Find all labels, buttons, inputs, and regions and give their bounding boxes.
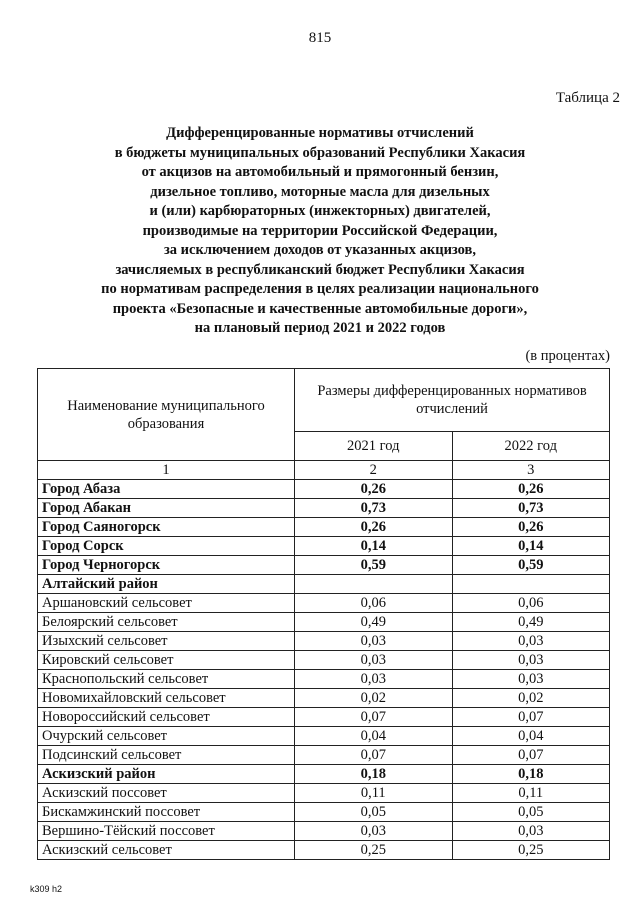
value-2021: 0,25 — [295, 841, 453, 860]
value-2021: 0,18 — [295, 765, 453, 784]
value-2021: 0,05 — [295, 803, 453, 822]
value-2022: 0,11 — [452, 784, 610, 803]
row-name: Аскизский сельсовет — [38, 841, 295, 860]
table-row — [38, 708, 610, 727]
norms-table — [37, 368, 610, 860]
table-row — [38, 822, 610, 841]
value-2022: 0,49 — [452, 613, 610, 632]
table-row — [38, 575, 610, 594]
value-2021: 0,14 — [295, 537, 453, 556]
table-row — [38, 784, 610, 803]
value-2022: 0,14 — [452, 537, 610, 556]
table-row — [38, 746, 610, 765]
row-name: Бискамжинский поссовет — [38, 803, 295, 822]
row-name: Вершино-Тёйский поссовет — [38, 822, 295, 841]
value-2022: 0,73 — [452, 499, 610, 518]
value-2022 — [452, 575, 610, 594]
header-name: Наименование муниципального образования — [38, 369, 295, 461]
value-2022: 0,05 — [452, 803, 610, 822]
header-sizes: Размеры дифференцированных нормативов отчислений — [295, 369, 610, 432]
value-2021: 0,26 — [295, 518, 453, 537]
title-line: Дифференцированные нормативы отчислений — [166, 125, 474, 141]
value-2021: 0,07 — [295, 746, 453, 765]
units-note: (в процентах) — [525, 348, 610, 364]
table-row — [38, 499, 610, 518]
row-name: Город Абакан — [38, 499, 295, 518]
column-number: 3 — [452, 461, 610, 480]
value-2022: 0,26 — [452, 480, 610, 499]
row-name: Кировский сельсовет — [38, 651, 295, 670]
title-line: производимые на территории Российской Федерации, — [142, 222, 498, 239]
value-2022: 0,03 — [452, 632, 610, 651]
table-row — [38, 632, 610, 651]
value-2022: 0,03 — [452, 670, 610, 689]
title-line: проекта «Безопасные и качественные автомобильные дороги», — [112, 300, 528, 317]
table-row — [38, 480, 610, 499]
value-2022: 0,03 — [452, 651, 610, 670]
row-name: Город Черногорск — [38, 556, 295, 575]
value-2021: 0,26 — [295, 480, 453, 499]
row-name: Очурский сельсовет — [38, 727, 295, 746]
value-2022: 0,18 — [452, 765, 610, 784]
value-2022: 0,04 — [452, 727, 610, 746]
value-2021: 0,02 — [295, 689, 453, 708]
value-2021: 0,11 — [295, 784, 453, 803]
value-2021: 0,07 — [295, 708, 453, 727]
row-name: Город Сорск — [38, 537, 295, 556]
header-year-2021: 2021 год — [295, 432, 453, 461]
table-row — [38, 727, 610, 746]
value-2021: 0,73 — [295, 499, 453, 518]
table-row — [38, 651, 610, 670]
title-line: по нормативам распределения в целях реализации национального — [101, 281, 539, 297]
value-2021: 0,06 — [295, 594, 453, 613]
value-2022: 0,07 — [452, 708, 610, 727]
table-row — [38, 537, 610, 556]
column-number: 2 — [295, 461, 453, 480]
table-row — [38, 556, 610, 575]
document-title — [40, 124, 600, 339]
value-2022: 0,25 — [452, 841, 610, 860]
value-2022: 0,03 — [452, 822, 610, 841]
table-label: Таблица 2 — [555, 90, 620, 106]
table-row — [38, 689, 610, 708]
title-line: от акцизов на автомобильный и прямогонный бензин, — [141, 164, 499, 180]
row-name: Краснопольский сельсовет — [38, 670, 295, 689]
table-row — [38, 594, 610, 613]
row-name: Аскизский район — [38, 765, 295, 784]
title-line: и (или) карбюраторных (инжекторных) двигателей, — [149, 203, 491, 219]
title-line: зачисляемых в республиканский бюджет Республики Хакасия — [115, 261, 525, 278]
table-row — [38, 841, 610, 860]
value-2021: 0,03 — [295, 822, 453, 841]
title-line: на плановый период 2021 и 2022 годов — [194, 320, 446, 336]
value-2022: 0,26 — [452, 518, 610, 537]
row-name: Изыхский сельсовет — [38, 632, 295, 651]
value-2021: 0,49 — [295, 613, 453, 632]
row-name: Подсинский сельсовет — [38, 746, 295, 765]
value-2021: 0,03 — [295, 632, 453, 651]
value-2022: 0,02 — [452, 689, 610, 708]
value-2021: 0,03 — [295, 651, 453, 670]
row-name: Аскизский поссовет — [38, 784, 295, 803]
value-2021: 0,59 — [295, 556, 453, 575]
row-name: Город Абаза — [38, 480, 295, 499]
table-row — [38, 518, 610, 537]
value-2021: 0,04 — [295, 727, 453, 746]
row-name: Аршановский сельсовет — [38, 594, 295, 613]
header-year-2022: 2022 год — [452, 432, 610, 461]
value-2021: 0,03 — [295, 670, 453, 689]
row-name: Алтайский район — [38, 575, 295, 594]
value-2022: 0,06 — [452, 594, 610, 613]
value-2022: 0,59 — [452, 556, 610, 575]
title-line: в бюджеты муниципальных образований Республики Хакасия — [114, 144, 526, 161]
row-name: Новороссийский сельсовет — [38, 708, 295, 727]
value-2022: 0,07 — [452, 746, 610, 765]
footer-code: k309 h2 — [30, 884, 63, 894]
page-number: 815 — [308, 30, 332, 46]
value-2021 — [295, 575, 453, 594]
table-row — [38, 803, 610, 822]
row-name: Белоярский сельсовет — [38, 613, 295, 632]
column-number: 1 — [38, 461, 295, 480]
table-row — [38, 765, 610, 784]
title-line: дизельное топливо, моторные масла для дизельных — [150, 183, 490, 200]
title-line: за исключением доходов от указанных акцизов, — [163, 242, 477, 258]
table-row — [38, 613, 610, 632]
row-name: Город Саяногорск — [38, 518, 295, 537]
table-row — [38, 670, 610, 689]
row-name: Новомихайловский сельсовет — [38, 689, 295, 708]
